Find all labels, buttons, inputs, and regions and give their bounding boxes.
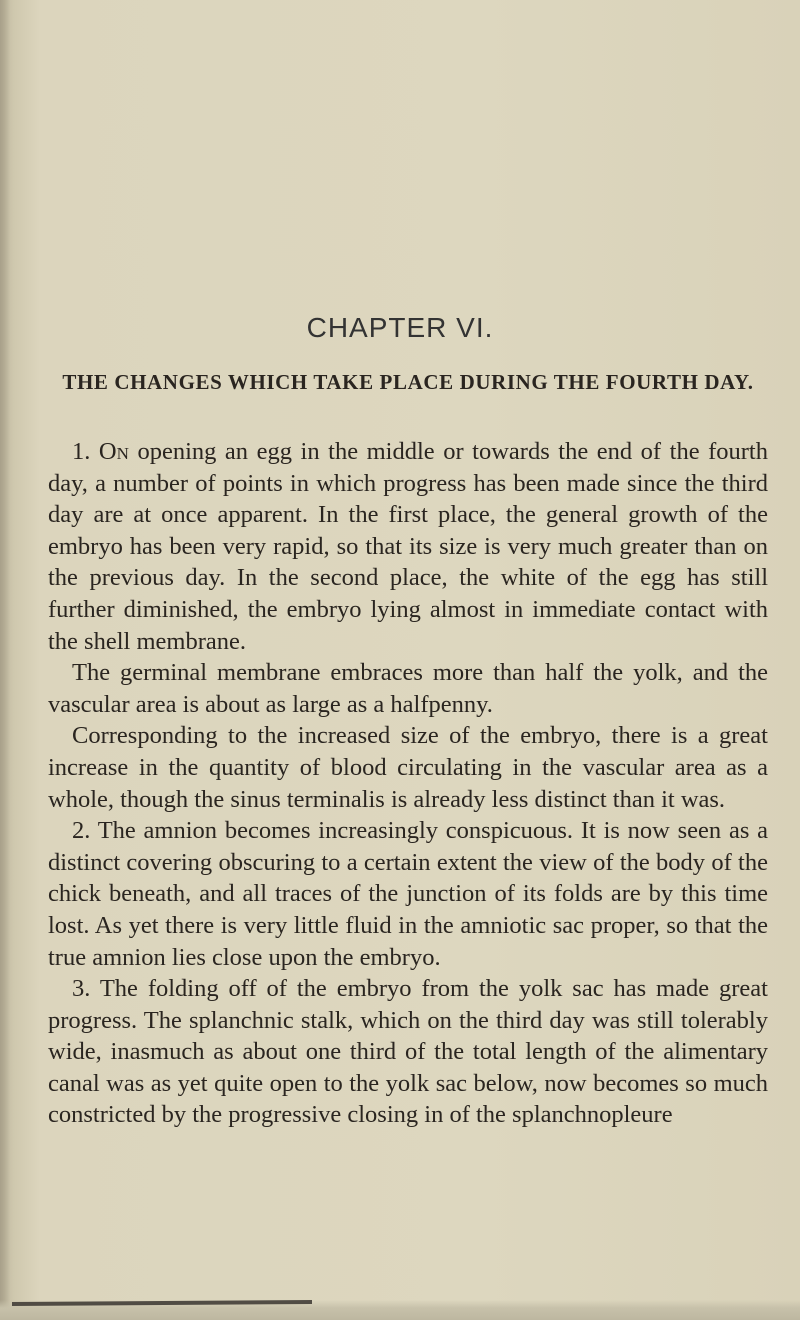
- paragraph-text: opening an egg in the middle or towards the end of the fourth day, a number of points in which progress has been made since the third day are at once apparent. In the first place, the general growth of the embryo has been very rapid, so that its size is very much greater than on the previous day. In the second place, the white of the egg has still further diminished, the embryo lying almost in immediate contact with the shell membrane.: [48, 438, 768, 655]
- paragraph-text: Corresponding to the increased size of the embryo, there is a great increase in the quantity of blood circulating in the vascular area as a whole, though the sinus terminalis is already less distinct than it was.: [48, 722, 768, 813]
- paragraph-2: [48, 657, 768, 720]
- paragraph-text: 2. The amnion becomes increasingly conspicuous. It is now seen as a distinct covering obscuring to a certain extent the view of the body of the chick beneath, and all traces of the junction of its folds are by this time lost. As yet there is very little fluid in the amniotic sac proper, so that the true amnion lies close upon the embryo.: [48, 817, 768, 971]
- chapter-subtitle: THE CHANGES WHICH TAKE PLACE DURING THE FOURTH DAY.: [62, 370, 754, 394]
- paragraph-lead: 1. On: [72, 438, 129, 465]
- paragraph-1: [48, 436, 768, 657]
- paragraph-text: The germinal membrane embraces more than half the yolk, and the vascular area is about as large as a halfpenny.: [48, 659, 768, 718]
- binding-shadow: [0, 0, 10, 1320]
- paragraph-text: 3. The folding off of the embryo from the yolk sac has made great progress. The splanchnic stalk, which on the third day was still tolerably wide, inasmuch as about one third of the total length of the alimentary canal was as yet quite open to the yolk sac below, now becomes so much constricted by the progressive closing in of the splanchnopleure: [48, 975, 768, 1129]
- body-text: [48, 436, 768, 1131]
- paragraph-3: [48, 720, 768, 815]
- chapter-title: CHAPTER VI.: [306, 312, 494, 343]
- paragraph-4: [48, 815, 768, 973]
- paragraph-5: [48, 973, 768, 1131]
